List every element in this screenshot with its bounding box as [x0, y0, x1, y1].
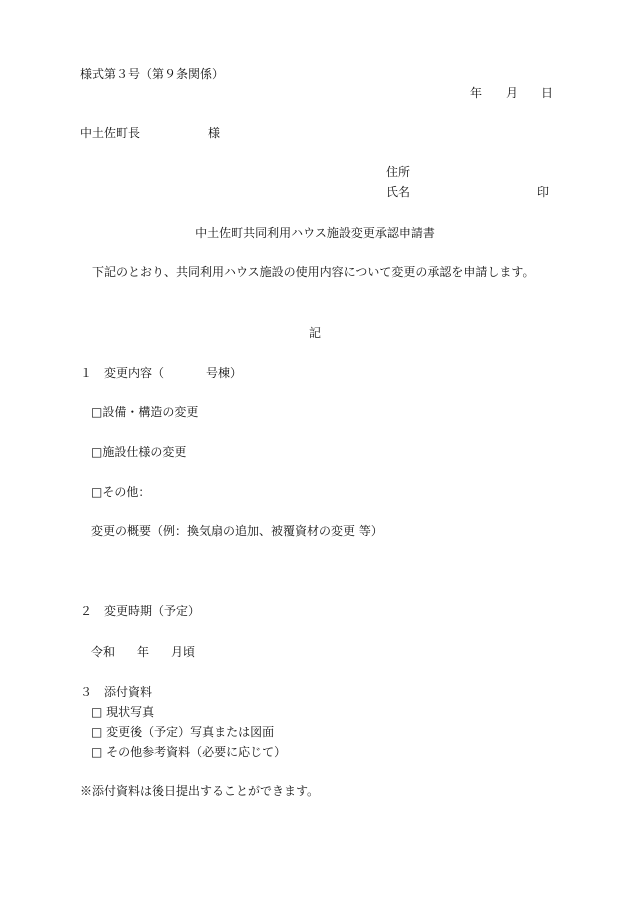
seal-mark: 印 [537, 185, 550, 199]
footnote: ※添付資料は後日提出することができます。 [80, 784, 320, 798]
option-facility-spec: □施設仕様の変更 [91, 445, 187, 459]
addressee-name: 中土佐町長 [80, 126, 141, 140]
era-label: 令和 [91, 645, 116, 659]
date-day-label: 日 [541, 86, 554, 100]
attachment-current-photo: □ 現状写真 [91, 705, 155, 719]
addressee-honorific: 様 [208, 126, 221, 140]
date-month-label: 月 [506, 86, 519, 100]
applicant-name-label: 氏名 [386, 185, 411, 199]
applicant-address-label: 住所 [386, 165, 411, 179]
ki-heading: 記 [308, 326, 321, 340]
section2-heading: ２ 変更時期（予定） [80, 604, 201, 618]
section1-building-suffix: 号棟） [206, 366, 243, 380]
section1-heading: １ 変更内容（ [80, 366, 165, 380]
schedule-month-label: 月頃 [171, 645, 196, 659]
option-other: □その他： [91, 485, 151, 499]
section3-heading: ３ 添付資料 [80, 685, 153, 699]
document-title: 中土佐町共同利用ハウス施設変更承認申請書 [195, 226, 435, 240]
form-number: 様式第３号（第９条関係） [80, 67, 225, 81]
attachment-after-photo: □ 変更後（予定）写真または図面 [91, 725, 275, 739]
date-year-label: 年 [470, 86, 483, 100]
attachment-other-docs: □ その他参考資料（必要に応じて） [91, 745, 287, 759]
intro-text: 下記のとおり、共同利用ハウス施設の使用内容について変更の承認を申請します。 [92, 265, 535, 279]
change-summary-label: 変更の概要（例：換気扇の追加、被覆資材の変更 等） [91, 524, 383, 538]
schedule-year-label: 年 [137, 645, 150, 659]
option-equipment-structure: □設備・構造の変更 [91, 405, 199, 419]
